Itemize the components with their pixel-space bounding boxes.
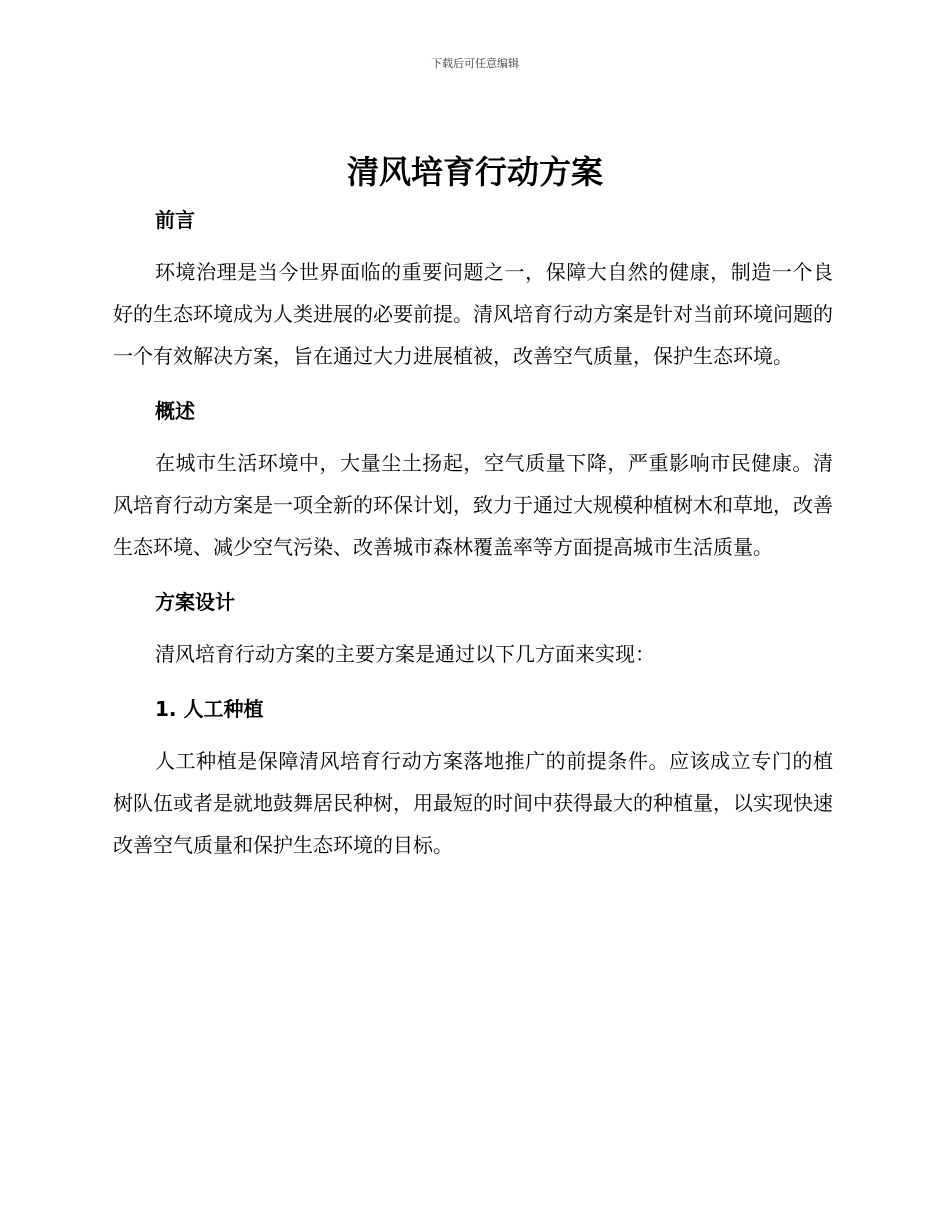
section-paragraph-overview: 在城市生活环境中，大量尘土扬起，空气质量下降，严重影响市民健康。清风培育行动方案是一项全新的环保计划，致力于通过大规模种植树木和草地，改善生态环境、减少空气污染、改善城市森林覆盖率等方面提高城市生活质量。: [113, 451, 833, 559]
document-body: [113, 200, 833, 866]
section-heading-plan-design: 方案设计: [155, 590, 235, 614]
section-paragraph-preface: 环境治理是当今世界面临的重要问题之一，保障大自然的健康，制造一个良好的生态环境成为人类进展的必要前提。清风培育行动方案是针对当前环境问题的一个有效解决方案，旨在通过大力进展植被，改善空气质量，保护生态环境。: [113, 260, 833, 368]
document-title: 清风培育行动方案: [346, 153, 603, 191]
section-paragraph-manual-planting: 人工种植是保障清风培育行动方案落地推广的前提条件。应该成立专门的植树队伍或者是就地鼓舞居民种树，用最短的时间中获得最大的种植量，以实现快速改善空气质量和保护生态环境的目标。: [113, 749, 833, 857]
section-heading-preface: 前言: [155, 208, 195, 232]
page-header-note: 下载后可任意编辑: [431, 57, 519, 70]
section-paragraph-plan-design: 清风培育行动方案的主要方案是通过以下几方面来实现：: [155, 642, 655, 666]
section-heading-overview: 概述: [155, 399, 195, 423]
section-heading-manual-planting: 1. 人工种植: [155, 697, 264, 721]
